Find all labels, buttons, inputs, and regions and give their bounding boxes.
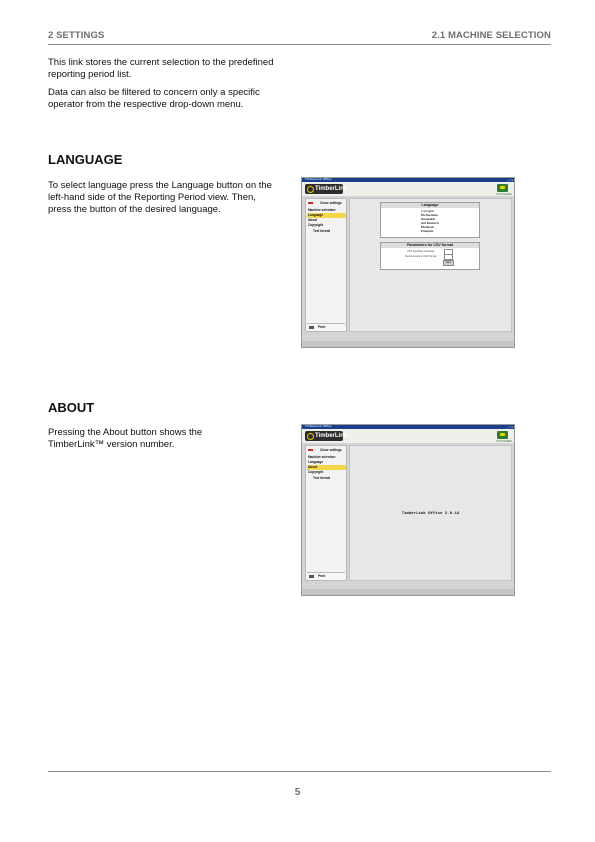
settings-content [349, 445, 512, 581]
csv-save-button[interactable]: Save [443, 260, 454, 266]
sidebar-item-text-format[interactable]: Text format [313, 476, 331, 480]
logo-ring-icon [307, 433, 314, 440]
printer-icon [309, 326, 314, 329]
logo-ring-icon [307, 186, 314, 193]
about-screenshot [301, 424, 515, 596]
csv-decimal-label: Decimal point in CSV format [405, 255, 437, 258]
john-deere-logo-icon [497, 184, 508, 192]
language-option-swedish[interactable]: På Svenska [421, 213, 438, 217]
sidebar-item-language[interactable]: Language [308, 460, 324, 464]
csv-panel-title: Parameters for CSV format [381, 243, 479, 248]
page-number: 5 [294, 787, 301, 798]
print-label: Print [318, 325, 326, 329]
language-option-finnish[interactable]: Suomeksi [421, 217, 436, 221]
settings-content [349, 198, 512, 332]
close-icon [308, 202, 313, 205]
language-heading: LANGUAGE [48, 152, 123, 167]
app-banner [302, 182, 514, 196]
language-option-norwegian[interactable]: På Norsk [421, 225, 435, 229]
language-panel [380, 202, 480, 238]
about-paragraph: Pressing the About button shows the TimberLink™ version number. [48, 427, 203, 450]
csv-panel [380, 242, 480, 270]
logo-text: TimberLink [315, 432, 348, 439]
print-button[interactable] [307, 323, 345, 331]
section-header: 2 SETTINGS [48, 30, 105, 41]
intro-paragraph-1: This link stores the current selection to the predefined reporting period list. [48, 57, 274, 80]
print-label: Print [318, 574, 326, 578]
language-paragraph: To select language press the Language button on the left-hand side of the Reporting Period view. Then, press the button of the desired language. [48, 180, 272, 215]
sidebar-item-text-format[interactable]: Text format [313, 229, 331, 233]
footer-rule [48, 771, 551, 772]
print-button[interactable] [307, 572, 345, 580]
language-panel-title: Language [381, 203, 479, 208]
window-title: TimberLink Office [305, 177, 332, 181]
sidebar-item-machine-selection[interactable]: Machine selection [308, 208, 336, 212]
csv-separator-label: CSV separator character [407, 250, 435, 253]
close-settings-button[interactable] [308, 448, 342, 452]
language-screenshot [301, 177, 515, 348]
window-title: TimberLink Office [305, 424, 332, 428]
close-settings-label: Close settings [320, 201, 342, 205]
close-settings-label: Close settings [320, 448, 342, 452]
window-bottom-bar [302, 341, 514, 347]
window-controls-icon[interactable]: _ □ x [506, 424, 513, 429]
close-settings-button[interactable] [308, 201, 342, 205]
settings-sidebar [305, 198, 347, 332]
sidebar-item-about[interactable]: About [307, 465, 346, 470]
logo-text: TimberLink [315, 185, 348, 192]
timberlink-logo [305, 431, 348, 441]
window-controls-icon[interactable]: _ □ x [506, 177, 513, 182]
subsection-header: 2.1 MACHINE SELECTION [431, 30, 551, 41]
intro-paragraph-2: Data can also be filtered to concern only a specific operator from the respective drop-down menu. [48, 87, 260, 110]
language-option-english[interactable]: In English [421, 209, 435, 213]
close-icon [308, 449, 313, 452]
sidebar-item-copyright[interactable]: Copyright [308, 470, 324, 474]
sidebar-item-copyright[interactable]: Copyright [308, 223, 324, 227]
timberlink-logo [305, 184, 348, 194]
printer-icon [309, 575, 314, 578]
sidebar-item-language[interactable]: Language [307, 213, 346, 218]
john-deere-logo-icon [497, 431, 508, 439]
csv-decimal-input[interactable] [444, 254, 453, 260]
brand-text: JOHN DEERE [495, 193, 512, 196]
brand-text: JOHN DEERE [495, 440, 512, 443]
version-text: TimberLink Office 2.0.14 [401, 512, 460, 516]
window-bottom-bar [302, 589, 514, 595]
app-banner [302, 429, 514, 443]
about-heading: ABOUT [48, 400, 95, 415]
header-rule [48, 44, 551, 45]
sidebar-item-machine-selection[interactable]: Machine selection [308, 455, 336, 459]
settings-sidebar [305, 445, 347, 581]
language-option-french[interactable]: Français [421, 229, 434, 233]
language-option-german[interactable]: Auf Deutsch [421, 221, 439, 225]
sidebar-item-about[interactable]: About [308, 218, 318, 222]
